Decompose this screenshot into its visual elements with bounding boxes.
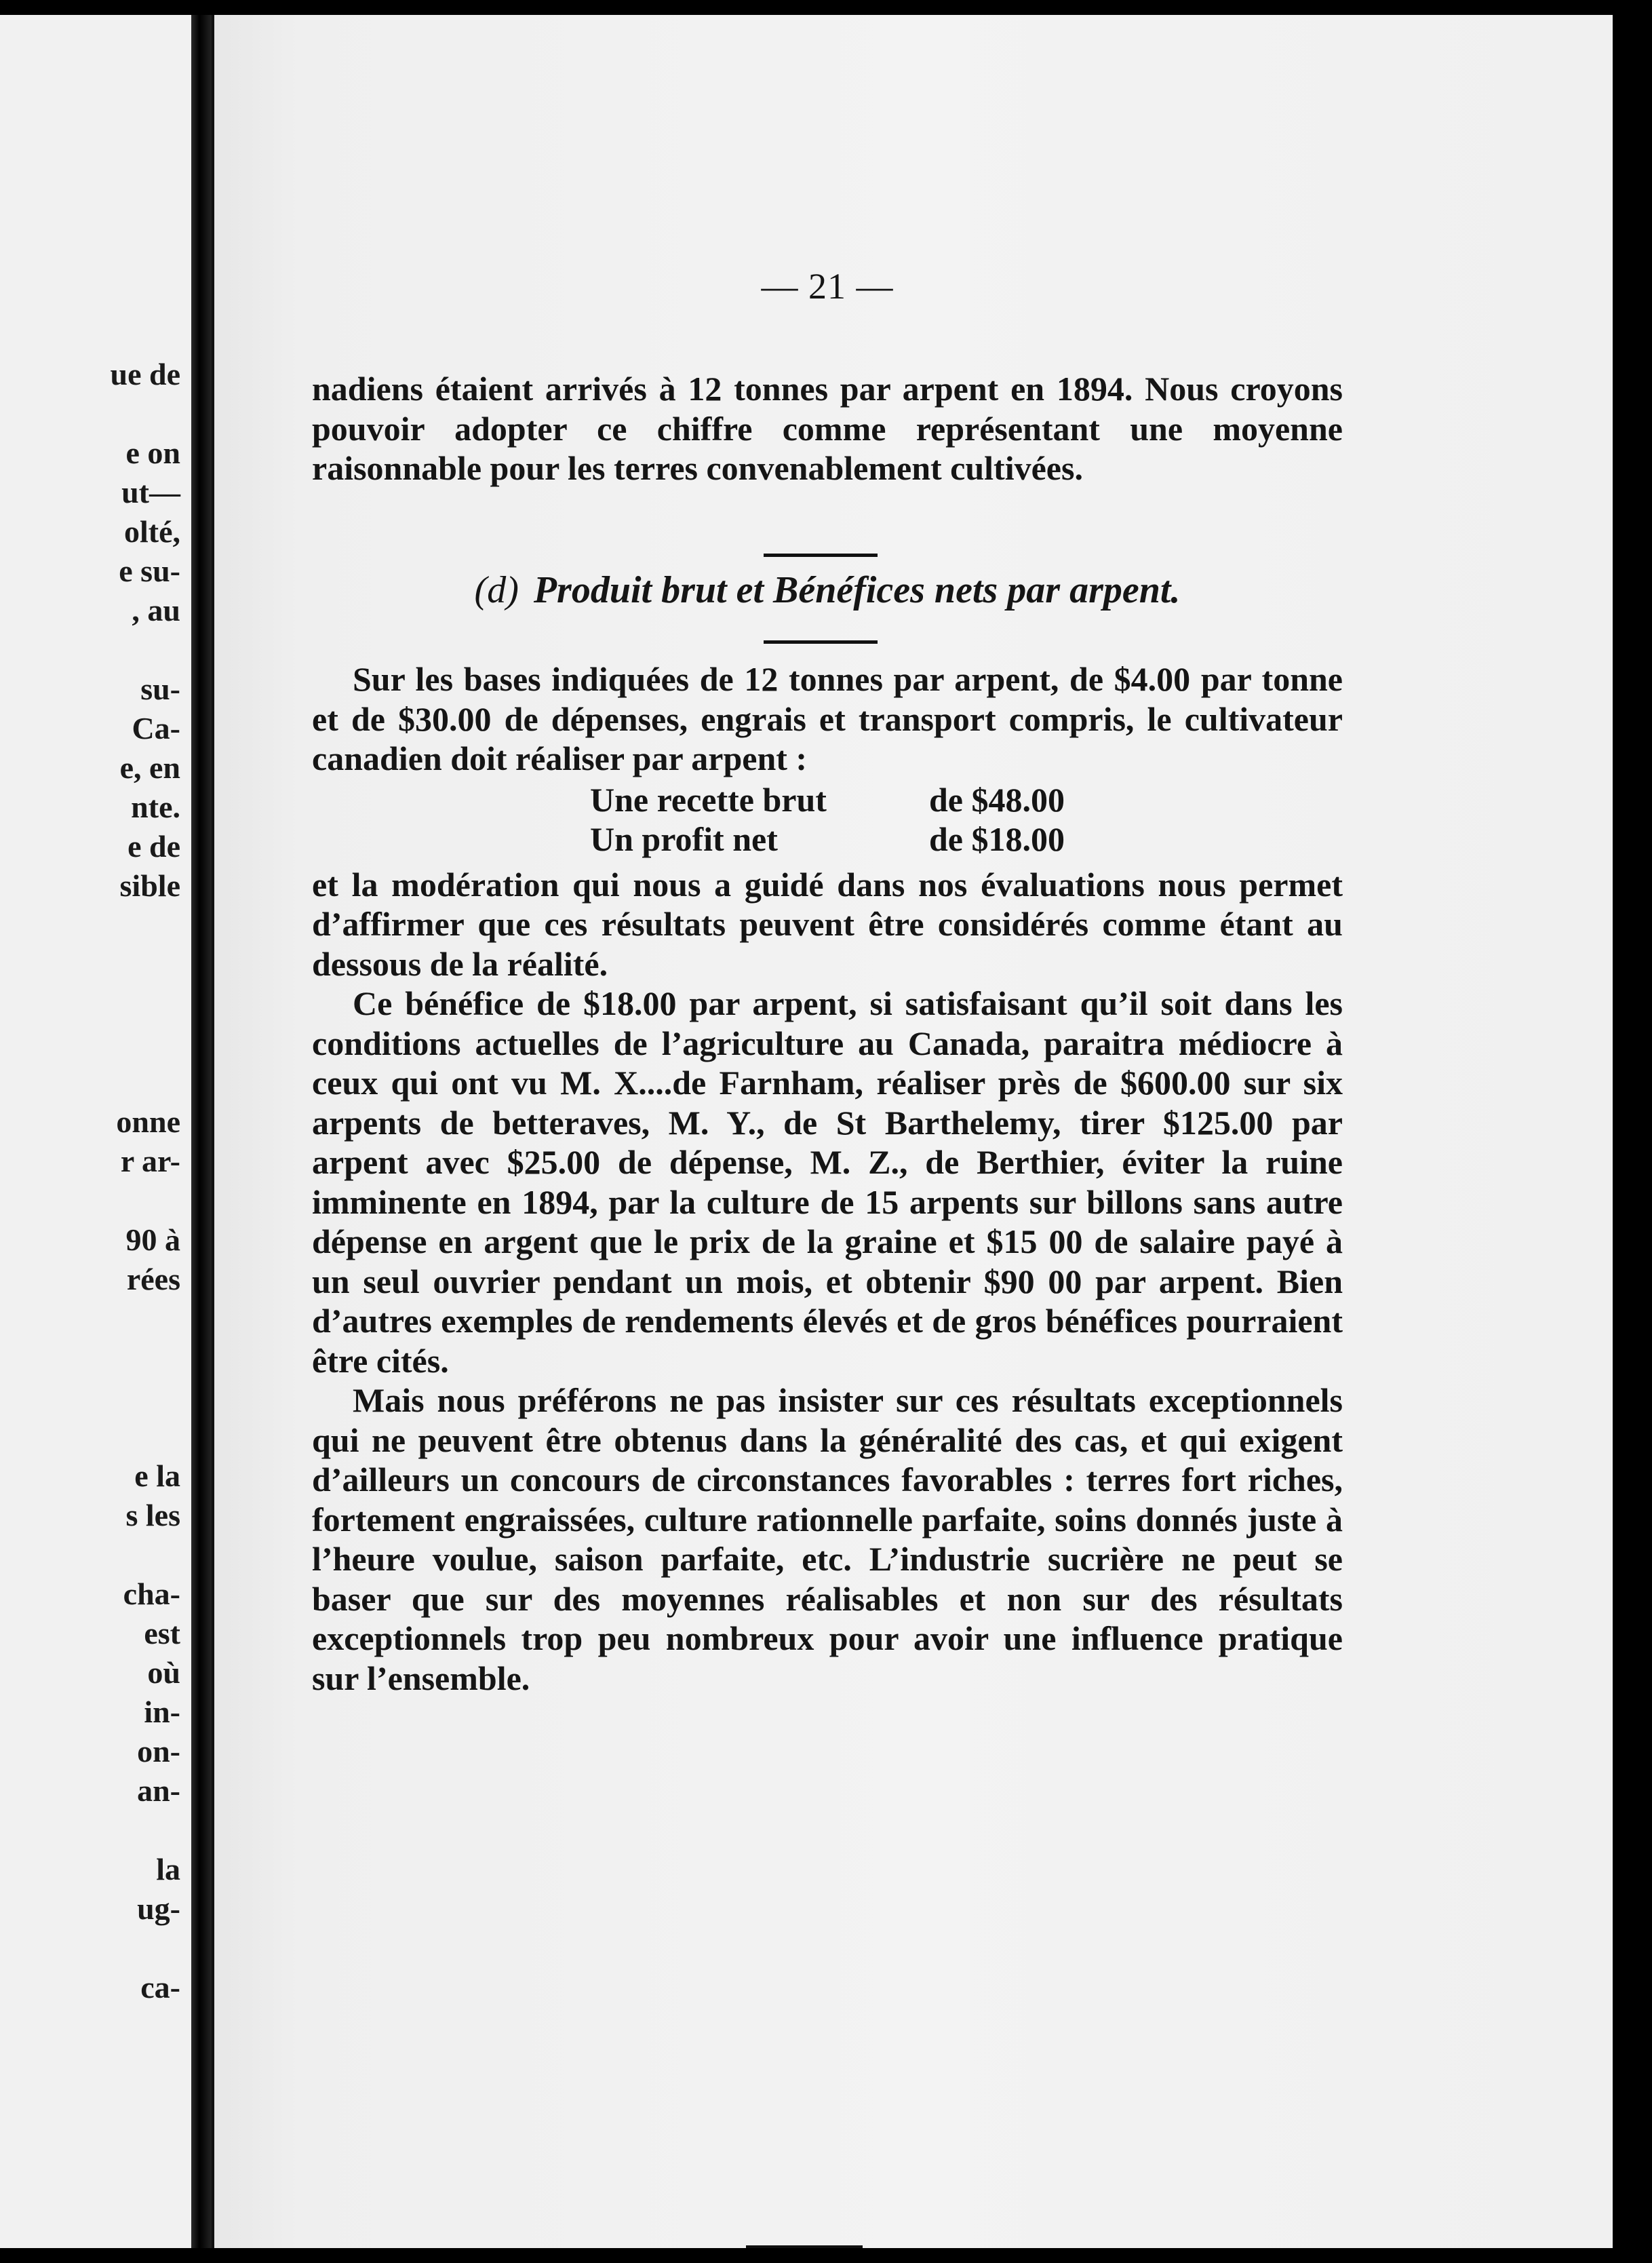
left-fragment-line: cha-: [123, 1577, 180, 1611]
section-body: [312, 659, 1343, 1698]
left-fragment-line: su-: [140, 672, 180, 706]
scan-border-bottom: [0, 2248, 1652, 2263]
left-fragment-line: ut—: [121, 475, 180, 509]
left-fragment-line: onne: [116, 1104, 180, 1139]
gutter-shadow: [191, 15, 212, 2248]
left-fragment-line: s les: [125, 1498, 180, 1532]
paragraph-bases: Sur les bases indiquées de 12 tonnes par arpent, de $4.00 par tonne et de $30.00 de dépenses, engrais et transport compris, le cultivateur canadien doit réaliser par arpent :: [312, 660, 1343, 777]
left-fragment-line: la: [156, 1852, 180, 1887]
left-fragment-line: e, en: [119, 750, 180, 785]
result-value: de $48.00: [929, 780, 1065, 819]
scan-border-top: [0, 0, 1652, 15]
left-fragment-line: e de: [127, 829, 180, 864]
scan-border-right: [1613, 0, 1652, 2263]
page-number: — 21 —: [761, 266, 894, 307]
section-rule-bottom: [764, 640, 878, 644]
left-fragment-line: on-: [137, 1734, 180, 1768]
left-fragment-line: rées: [126, 1262, 180, 1296]
section-heading: [312, 568, 1343, 612]
left-fragment-line: olté,: [123, 514, 180, 549]
left-fragment-line: in-: [144, 1695, 180, 1729]
result-label: Une recette brut: [590, 780, 827, 819]
left-fragment-line: nte.: [131, 790, 180, 824]
left-fragment-line: e on: [125, 436, 180, 470]
section-label: (d): [474, 569, 519, 611]
result-value: de $18.00: [929, 820, 1065, 858]
paragraph-moderation: et la modération qui nous a guidé dans nos évaluations nous permet d’affirmer que ces résultats peuvent être considérés comme étant au dessous de la réalité.: [312, 865, 1343, 983]
section-rule-top: [764, 554, 878, 557]
left-fragment-line: e su-: [119, 554, 180, 588]
left-fragment-line: où: [147, 1655, 180, 1690]
page-21: [214, 15, 1613, 2248]
left-fragment-line: an-: [137, 1773, 180, 1808]
left-fragment-line: 90 à: [125, 1222, 180, 1257]
paragraph-intro: nadiens étaient arrivés à 12 tonnes par arpent en 1894. Nous croyons pouvoir adopter ce chiffre comme représentant une moyenne raisonnable pour les terres convenablement cultivées.: [312, 370, 1343, 487]
paragraph-benefice: Ce bénéfice de $18.00 par arpent, si satisfaisant qu’il soit dans les conditions actuelles de l’agriculture au Canada, paraitra médiocre à ceux qui ont vu M. X....de Farnham, réaliser près de $600.00 sur six arpents de betteraves, M. Y., de St Barthelemy, tirer $125.00 par arpent avec $25.00 de dépense, M. Z., de Berthier, éviter la ruine imminente en 1894, par la culture de 15 arpents sur billons sans autre dépense en argent que le prix de la graine et $15 00 de salaire payé à un seul ouvrier pendant un mois, et obtenir $90 00 par arpent. Bien d’autres exemples de rendements élevés et de gros bénéfices pourraient être cités.: [312, 984, 1343, 1380]
left-fragment-line: r ar-: [120, 1144, 180, 1178]
left-fragment-line: ca-: [140, 1970, 180, 2005]
left-fragment-line: ue de: [110, 357, 180, 391]
paragraph-mais: Mais nous préférons ne pas insister sur ces résultats exceptionnels qui ne peuvent être obtenus dans la généralité des cas, et qui exigent d’ailleurs un concours de circonstances favorables : terres fort riches, fortement engraissées, culture rationnelle parfaite, soins donnés juste à l’heure voulue, saison parfaite, etc. L’industrie sucrière ne peut se baser que sur des moyennes réalisables et non sur des résultats exceptionnels trop peu nombreux pour avoir une influence pratique sur l’ensemble.: [312, 1381, 1343, 1697]
left-fragment-line: e la: [134, 1458, 180, 1493]
result-row-profit: [590, 819, 1065, 859]
previous-page-fragment: [0, 15, 191, 2248]
result-label: Un profit net: [590, 820, 778, 858]
left-fragment-line: ug-: [137, 1891, 180, 1926]
results-list: [312, 780, 1343, 859]
section-title: Produit brut et Bénéfices nets par arpent.: [533, 569, 1181, 611]
left-fragment-line: est: [144, 1616, 180, 1650]
left-fragment-line: Ca-: [132, 711, 180, 746]
left-fragment-line: sible: [119, 868, 180, 903]
left-fragment-line: , au: [132, 593, 180, 627]
result-row-recette: [590, 780, 1065, 820]
